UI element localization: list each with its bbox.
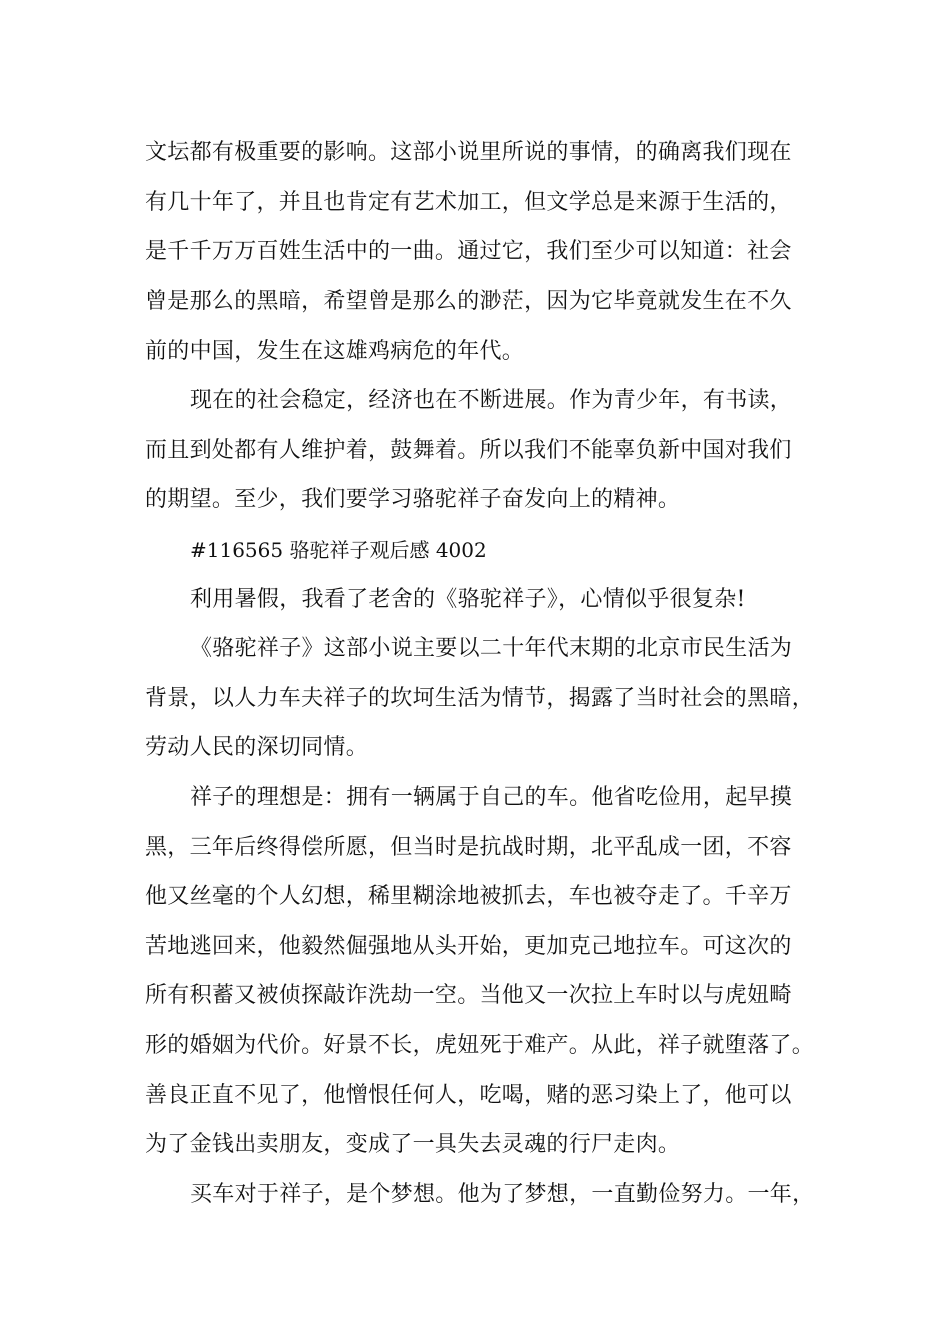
paragraph-start-line: 祥子的理想是：拥有一辆属于自己的车。他省吃俭用，起早摸: [190, 785, 793, 810]
text-line: 劳动人民的深切同情。: [145, 735, 369, 760]
text-line: 曾是那么的黑暗，希望曾是那么的渺茫，因为它毕竟就发生在不久: [145, 289, 792, 314]
text-line: 的期望。至少，我们要学习骆驼祥子奋发向上的精神。: [145, 487, 681, 512]
paragraph-start-line: 利用暑假，我看了老舍的《骆驼祥子》，心情似乎很复杂!: [190, 587, 746, 612]
paragraph-start-line: 现在的社会稳定，经济也在不断进展。作为青少年，有书读，: [190, 388, 793, 413]
text-line: 善良正直不见了，他憎恨任何人，吃喝，赌的恶习染上了，他可以: [145, 1083, 792, 1108]
text-line: 形的婚姻为代价。好景不长，虎妞死于难产。从此，祥子就堕落了。: [145, 1033, 815, 1058]
text-line: 有几十年了，并且也肯定有艺术加工，但文学总是来源于生活的，: [145, 190, 792, 215]
text-line: 他又丝毫的个人幻想，稀里糊涂地被抓去，车也被夺走了。千辛万: [145, 884, 792, 909]
text-line: 前的中国，发生在这雄鸡病危的年代。: [145, 339, 525, 364]
text-line: 文坛都有极重要的影响。这部小说里所说的事情，的确离我们现在: [145, 140, 792, 165]
paragraph-start-line: 买车对于祥子，是个梦想。他为了梦想，一直勤俭努力。一年，: [190, 1182, 815, 1207]
text-line: 黑，三年后终得偿所愿，但当时是抗战时期，北平乱成一团，不容: [145, 835, 792, 860]
text-line: 所有积蓄又被侦探敲诈洗劫一空。当他又一次拉上车时以与虎妞畸: [145, 983, 792, 1008]
section-heading: #116565 骆驼祥子观后感 4002: [190, 538, 487, 562]
text-line: 是千千万万百姓生活中的一曲。通过它，我们至少可以知道：社会: [145, 239, 792, 264]
paragraph-start-line: 《骆驼祥子》这部小说主要以二十年代末期的北京市民生活为: [190, 636, 793, 661]
text-line: 苦地逃回来，他毅然倔强地从头开始，更加克己地拉车。可这次的: [145, 934, 792, 959]
text-line: 为了金钱出卖朋友，变成了一具失去灵魂的行尸走肉。: [145, 1132, 681, 1157]
text-line: 背景，以人力车夫祥子的坎坷生活为情节，揭露了当时社会的黑暗，: [145, 686, 815, 711]
text-line: 而且到处都有人维护着，鼓舞着。所以我们不能辜负新中国对我们: [145, 438, 792, 463]
